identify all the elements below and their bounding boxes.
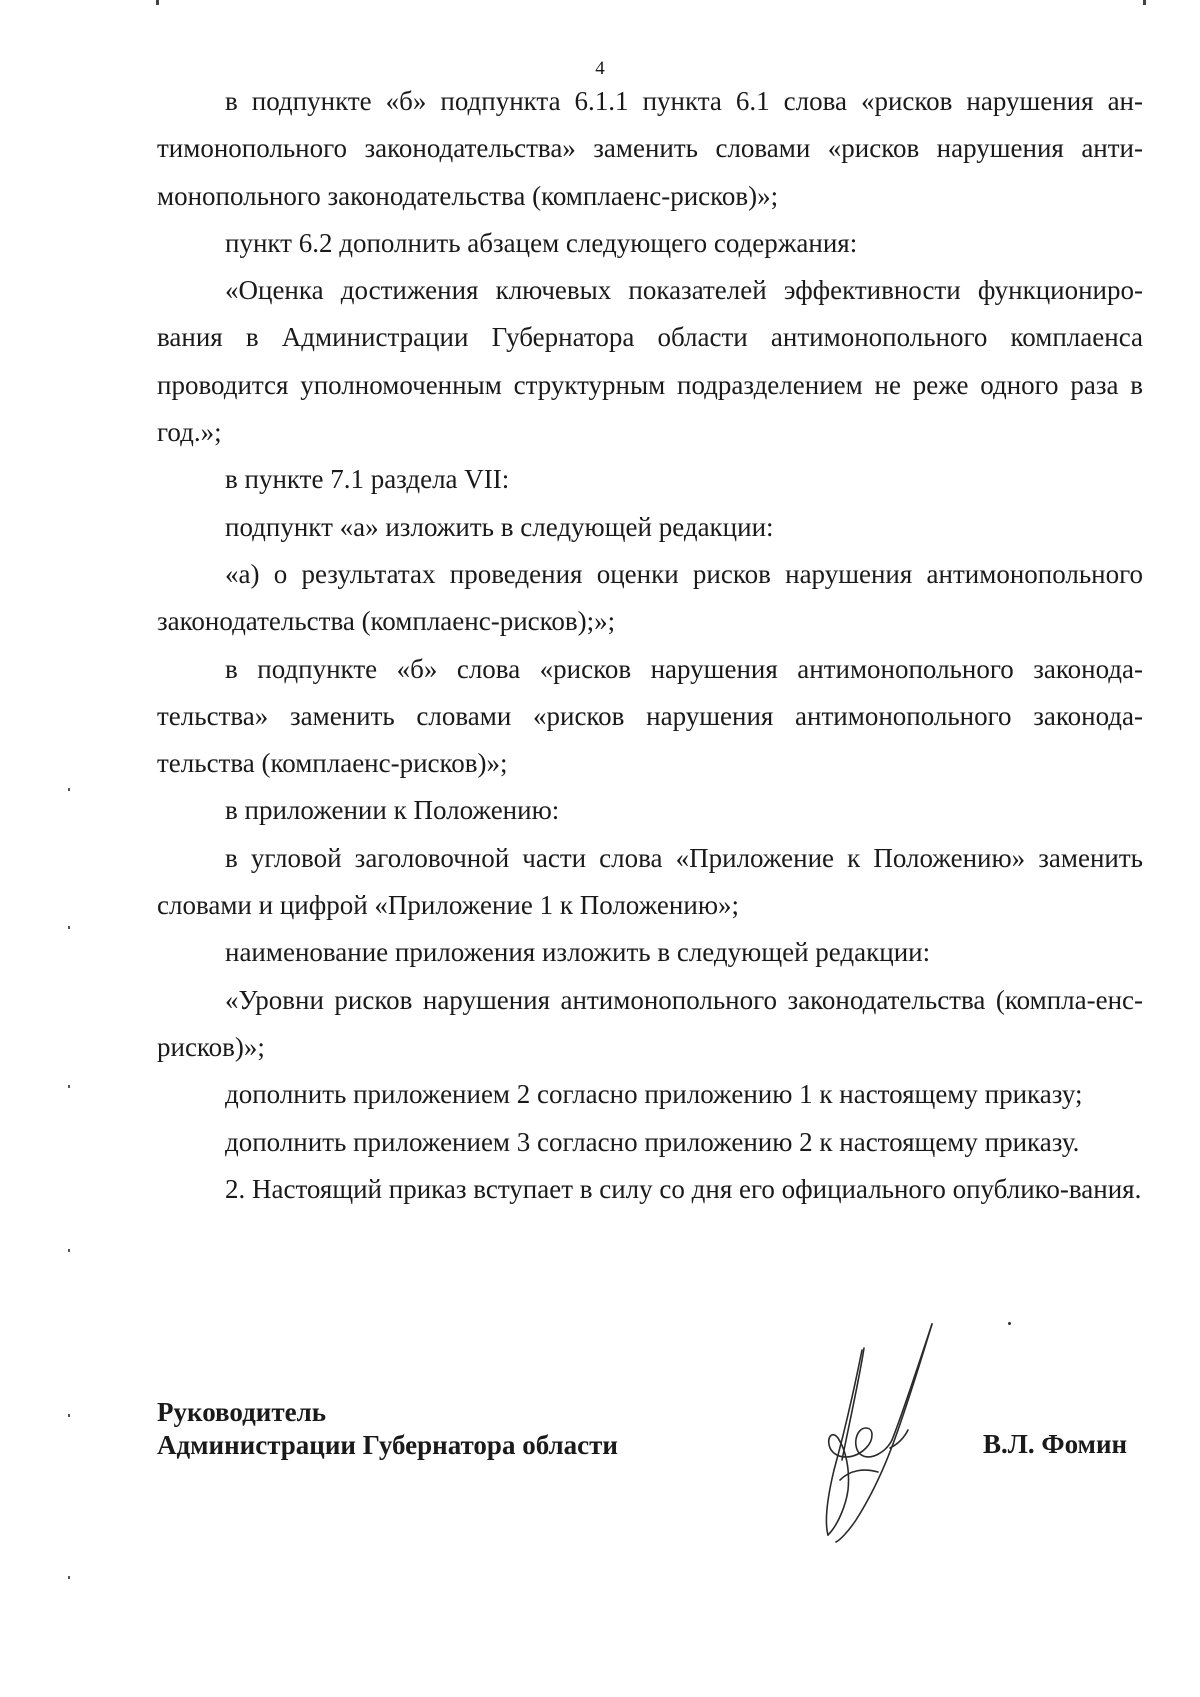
signatory-position-line-1: Руководитель	[157, 1397, 327, 1427]
paragraph-14: 2. Настоящий приказ вступает в силу со дня его официального опублико-вания.	[225, 1173, 1142, 1204]
paragraph-5: подпункт «а» изложить в следующей редакции:	[225, 511, 774, 542]
paragraph-7: в подпункте «б» слова «рисков нарушения антимонопольного законода-тельства» заменить словами «рисков нарушения антимонопольного законода-тельства (комплаенс-рисков)»;	[157, 653, 1143, 779]
paragraph-8: в приложении к Положению:	[225, 795, 560, 826]
scan-mark-top-right	[1143, 0, 1146, 5]
page-number: 4	[595, 58, 605, 79]
margin-scan-mark	[68, 1414, 70, 1417]
paragraph-4: в пункте 7.1 раздела VII:	[225, 464, 510, 495]
signatory-position	[157, 1396, 618, 1462]
margin-scan-mark	[68, 1576, 70, 1579]
document-body	[157, 78, 1143, 1213]
scan-speck	[1008, 1322, 1011, 1325]
paragraph-11: «Уровни рисков нарушения антимонопольного законодательства (компла-енс-рисков)»;	[157, 984, 1143, 1062]
paragraph-9: в угловой заголовочной части слова «Приложение к Положению» заменить словами и цифрой «Приложение 1 к Положению»;	[157, 842, 1143, 921]
paragraph-1: в подпункте «б» подпункта 6.1.1 пункта 6.1 слова «рисков нарушения ан-тимонопольного законодательства» заменить словами «рисков нарушения анти-монопольного законодательства (комплаенс-рисков)»;	[157, 86, 1143, 211]
paragraph-12: дополнить приложением 2 согласно приложению 1 к настоящему приказу;	[225, 1079, 1083, 1110]
signatory-position-line-2: Администрации Губернатора области	[157, 1430, 618, 1460]
handwritten-signature	[790, 1320, 970, 1560]
paragraph-10: наименование приложения изложить в следующей редакции:	[225, 937, 931, 968]
paragraph-2: пункт 6.2 дополнить абзацем следующего содержания:	[225, 227, 858, 258]
paragraph-3: «Оценка достижения ключевых показателей эффективности функциониро-вания в Администрации Губернатора области антимонопольного комплаенса проводится уполномоченным структурным подразделением не реже одного раза в год.»;	[157, 275, 1143, 448]
signatory-name: В.Л. Фомин	[983, 1429, 1128, 1459]
scan-mark-top-left	[156, 0, 159, 5]
margin-scan-mark	[68, 1249, 70, 1252]
margin-scan-mark	[68, 788, 70, 791]
margin-scan-mark	[68, 926, 70, 929]
paragraph-6: «а) о результатах проведения оценки рисков нарушения антимонопольного законодательства (комплаенс-рисков);»;	[157, 558, 1143, 637]
margin-scan-mark	[68, 1085, 70, 1088]
paragraph-13: дополнить приложением 3 согласно приложению 2 к настоящему приказу.	[225, 1126, 1080, 1157]
